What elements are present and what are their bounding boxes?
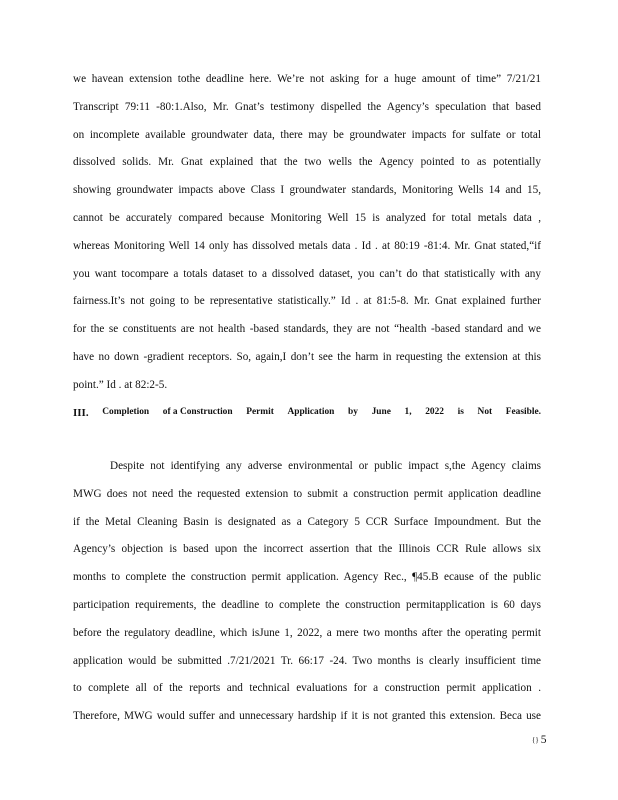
heading-word: is bbox=[457, 407, 464, 417]
text-line: months to complete the construction permit application. Agency Rec., ¶45.B ecause of the public bbox=[73, 571, 541, 584]
section-number: III. bbox=[73, 407, 89, 419]
page-number-value: 5 bbox=[540, 734, 547, 746]
text-line: fairness.It’s not going to be representative statistically.” Id . at 81:5-8. Mr. Gnat explained further bbox=[73, 295, 541, 308]
text-line: Transcript 79:11 -80:1.Also, Mr. Gnat’s testimony dispelled the Agency’s speculation that based bbox=[73, 100, 541, 113]
heading-word: Not bbox=[477, 407, 493, 417]
heading-word: June bbox=[371, 407, 391, 417]
heading-word: 1, bbox=[404, 407, 412, 417]
text-line: to complete all of the reports and technical evaluations for a construction permit application . bbox=[73, 682, 541, 695]
text-line: Despite not identifying any adverse environmental or public impact s,the Agency claims bbox=[110, 460, 541, 472]
heading-word: by bbox=[348, 407, 358, 417]
heading-word: Permit bbox=[246, 407, 274, 417]
heading-word: Completion bbox=[102, 407, 150, 417]
text-line: dissolved solids. Mr. Gnat explained that the two wells the Agency pointed to as potentially bbox=[73, 156, 541, 169]
text-line: before the regulatory deadline, which isJune 1, 2022, a mere two months after the operating permit bbox=[73, 626, 541, 639]
text-line: have no down -gradient receptors. So, again,I don’t see the harm in requesting the extension at this bbox=[73, 351, 541, 363]
heading-word: Application bbox=[287, 407, 335, 417]
text-line: cannot be accurately compared because Monitoring Well 15 is analyzed for total metals data , bbox=[73, 212, 541, 224]
text-line: whereas Monitoring Well 14 only has dissolved metals data . Id . at 80:19 -81:4. Mr. Gnat stated,“if bbox=[73, 239, 541, 252]
text-line: point.” Id . at 82:2-5. bbox=[73, 378, 168, 391]
text-line: participation requirements, the deadline to complete the construction permitapplication is 60 days bbox=[73, 599, 541, 611]
heading-word: Feasible. bbox=[505, 407, 541, 417]
text-line: you want tocompare a totals dataset to a dissolved dataset, you can’t do that statistically with any bbox=[73, 267, 541, 280]
text-line: showing groundwater impacts above Class I groundwater standards, Monitoring Wells 14 and 15, bbox=[73, 184, 541, 197]
text-line: MWG does not need the requested extension to submit a construction permit application deadline bbox=[73, 487, 541, 500]
section-heading bbox=[73, 407, 541, 419]
heading-word: 2022 bbox=[425, 407, 444, 417]
page-number-mark: {} bbox=[532, 736, 539, 744]
text-line: application would be submitted .7/21/2021 Tr. 66:17 -24. Two months is clearly insufficient time bbox=[73, 654, 541, 667]
text-line: we havean extension tothe deadline here. We’re not asking for a huge amount of time” 7/21/21 bbox=[73, 73, 541, 85]
text-line: Therefore, MWG would suffer and unnecessary hardship if it is not granted this extension. Beca use bbox=[73, 710, 541, 723]
text-line: Agency’s objection is based upon the incorrect assertion that the Illinois CCR Rule allows six bbox=[73, 543, 541, 556]
text-line: if the Metal Cleaning Basin is designated as a Category 5 CCR Surface Impoundment. But the bbox=[73, 515, 541, 528]
text-line: for the se constituents are not health -based standards, they are not “health -based standard and we bbox=[73, 323, 541, 336]
page-number bbox=[532, 734, 546, 746]
text-line: on incomplete available groundwater data, there may be groundwater impacts for sulfate or total bbox=[73, 128, 541, 141]
heading-word: of a Construction bbox=[162, 407, 233, 417]
